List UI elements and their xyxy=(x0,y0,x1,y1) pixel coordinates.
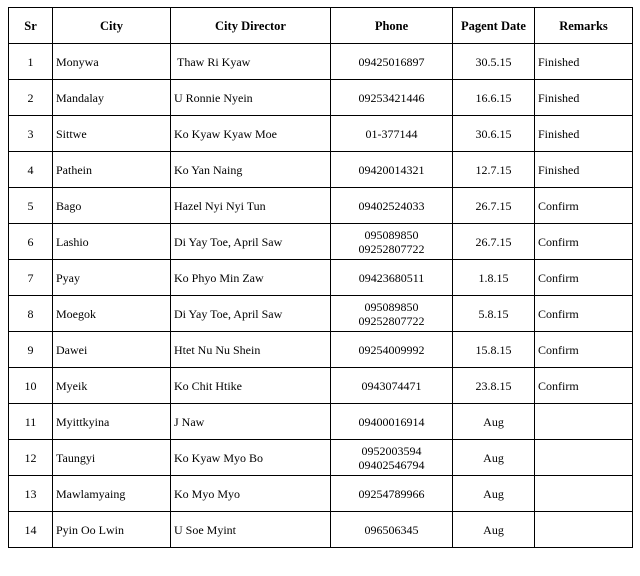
cell-remarks: Confirm xyxy=(535,260,633,296)
phone-number: 09254789966 xyxy=(358,486,425,501)
phone-number: 09252807722 xyxy=(358,241,425,256)
cell-phone xyxy=(331,404,453,440)
table-row xyxy=(9,44,633,80)
cell-sr: 7 xyxy=(9,260,53,296)
cell-city: Pyay xyxy=(53,260,171,296)
header-city: City xyxy=(53,8,171,44)
cell-city: Dawei xyxy=(53,332,171,368)
cell-sr: 5 xyxy=(9,188,53,224)
cell-city-director: Di Yay Toe, April Saw xyxy=(171,224,331,260)
cell-pageant-date: 12.7.15 xyxy=(453,152,535,188)
cell-city: Pyin Oo Lwin xyxy=(53,512,171,548)
cell-city: Mandalay xyxy=(53,80,171,116)
cell-sr: 10 xyxy=(9,368,53,404)
cell-remarks xyxy=(535,404,633,440)
table-row xyxy=(9,404,633,440)
table-body xyxy=(9,44,633,548)
table-row xyxy=(9,440,633,476)
table-row xyxy=(9,116,633,152)
cell-sr: 4 xyxy=(9,152,53,188)
city-director-table xyxy=(8,7,633,548)
table-row xyxy=(9,296,633,332)
cell-remarks: Confirm xyxy=(535,368,633,404)
cell-sr: 3 xyxy=(9,116,53,152)
cell-pageant-date: 1.8.15 xyxy=(453,260,535,296)
phone-number: 09400016914 xyxy=(358,414,425,429)
cell-pageant-date: 26.7.15 xyxy=(453,224,535,260)
cell-phone xyxy=(331,80,453,116)
cell-city-director: Ko Phyo Min Zaw xyxy=(171,260,331,296)
cell-pageant-date: 5.8.15 xyxy=(453,296,535,332)
cell-pageant-date: Aug xyxy=(453,404,535,440)
cell-city-director: Hazel Nyi Nyi Tun xyxy=(171,188,331,224)
cell-sr: 8 xyxy=(9,296,53,332)
cell-phone xyxy=(331,368,453,404)
phone-number: 01-377144 xyxy=(365,126,418,141)
table-row xyxy=(9,152,633,188)
cell-city: Lashio xyxy=(53,224,171,260)
cell-phone xyxy=(331,260,453,296)
cell-pageant-date: 26.7.15 xyxy=(453,188,535,224)
table-row xyxy=(9,260,633,296)
phone-number: 0952003594 xyxy=(361,443,422,458)
cell-remarks xyxy=(535,512,633,548)
cell-pageant-date: 30.6.15 xyxy=(453,116,535,152)
cell-phone xyxy=(331,332,453,368)
cell-phone xyxy=(331,512,453,548)
cell-remarks: Confirm xyxy=(535,224,633,260)
cell-city: Monywa xyxy=(53,44,171,80)
header-row xyxy=(9,8,633,44)
cell-sr: 12 xyxy=(9,440,53,476)
phone-number: 09402546794 xyxy=(358,457,425,472)
cell-pageant-date: Aug xyxy=(453,512,535,548)
header-remarks: Remarks xyxy=(535,8,633,44)
cell-city-director: J Naw xyxy=(171,404,331,440)
table-row xyxy=(9,332,633,368)
phone-number: 09254009992 xyxy=(358,342,425,357)
phone-number: 095089850 xyxy=(364,227,419,242)
cell-sr: 13 xyxy=(9,476,53,512)
table-row xyxy=(9,224,633,260)
phone-number: 09252807722 xyxy=(358,313,425,328)
cell-phone xyxy=(331,152,453,188)
table-row xyxy=(9,512,633,548)
table-row xyxy=(9,188,633,224)
table-row xyxy=(9,476,633,512)
cell-city: Sittwe xyxy=(53,116,171,152)
cell-sr: 11 xyxy=(9,404,53,440)
cell-remarks: Finished xyxy=(535,152,633,188)
cell-phone xyxy=(331,188,453,224)
cell-pageant-date: 30.5.15 xyxy=(453,44,535,80)
cell-pageant-date: 16.6.15 xyxy=(453,80,535,116)
header-pageant-date: Pagent Date xyxy=(453,8,535,44)
cell-sr: 14 xyxy=(9,512,53,548)
cell-phone xyxy=(331,296,453,332)
cell-city: Taungyi xyxy=(53,440,171,476)
cell-phone xyxy=(331,116,453,152)
cell-sr: 2 xyxy=(9,80,53,116)
cell-remarks: Confirm xyxy=(535,188,633,224)
cell-remarks: Finished xyxy=(535,116,633,152)
phone-number: 09425016897 xyxy=(358,54,425,69)
cell-phone xyxy=(331,224,453,260)
cell-city: Myittkyina xyxy=(53,404,171,440)
cell-city-director: Ko Myo Myo xyxy=(171,476,331,512)
cell-remarks xyxy=(535,476,633,512)
cell-remarks: Finished xyxy=(535,44,633,80)
cell-sr: 9 xyxy=(9,332,53,368)
cell-city-director: Thaw Ri Kyaw xyxy=(171,44,331,80)
cell-remarks xyxy=(535,440,633,476)
phone-number: 09420014321 xyxy=(358,162,425,177)
header-phone: Phone xyxy=(331,8,453,44)
table-row xyxy=(9,80,633,116)
cell-remarks: Confirm xyxy=(535,296,633,332)
phone-number: 09402524033 xyxy=(358,198,425,213)
header-city-director: City Director xyxy=(171,8,331,44)
cell-phone xyxy=(331,44,453,80)
cell-phone xyxy=(331,476,453,512)
cell-city: Mawlamyaing xyxy=(53,476,171,512)
header-sr: Sr xyxy=(9,8,53,44)
cell-city-director: U Ronnie Nyein xyxy=(171,80,331,116)
cell-city-director: Htet Nu Nu Shein xyxy=(171,332,331,368)
cell-pageant-date: Aug xyxy=(453,440,535,476)
cell-city-director: Ko Kyaw Myo Bo xyxy=(171,440,331,476)
phone-number: 095089850 xyxy=(364,299,419,314)
cell-city-director: Ko Yan Naing xyxy=(171,152,331,188)
cell-city-director: Ko Kyaw Kyaw Moe xyxy=(171,116,331,152)
phone-number: 09423680511 xyxy=(358,270,425,285)
cell-sr: 1 xyxy=(9,44,53,80)
cell-city-director: Ko Chit Htike xyxy=(171,368,331,404)
cell-pageant-date: 15.8.15 xyxy=(453,332,535,368)
cell-pageant-date: 23.8.15 xyxy=(453,368,535,404)
cell-pageant-date: Aug xyxy=(453,476,535,512)
cell-city: Moegok xyxy=(53,296,171,332)
phone-number: 0943074471 xyxy=(361,378,422,393)
cell-city-director: Di Yay Toe, April Saw xyxy=(171,296,331,332)
pageant-schedule-sheet xyxy=(8,7,632,568)
cell-phone xyxy=(331,440,453,476)
table-row xyxy=(9,368,633,404)
phone-number: 096506345 xyxy=(364,522,419,537)
cell-remarks: Finished xyxy=(535,80,633,116)
cell-city: Bago xyxy=(53,188,171,224)
cell-remarks: Confirm xyxy=(535,332,633,368)
cell-sr: 6 xyxy=(9,224,53,260)
phone-number: 09253421446 xyxy=(358,90,425,105)
cell-city-director: U Soe Myint xyxy=(171,512,331,548)
cell-city: Pathein xyxy=(53,152,171,188)
cell-city: Myeik xyxy=(53,368,171,404)
